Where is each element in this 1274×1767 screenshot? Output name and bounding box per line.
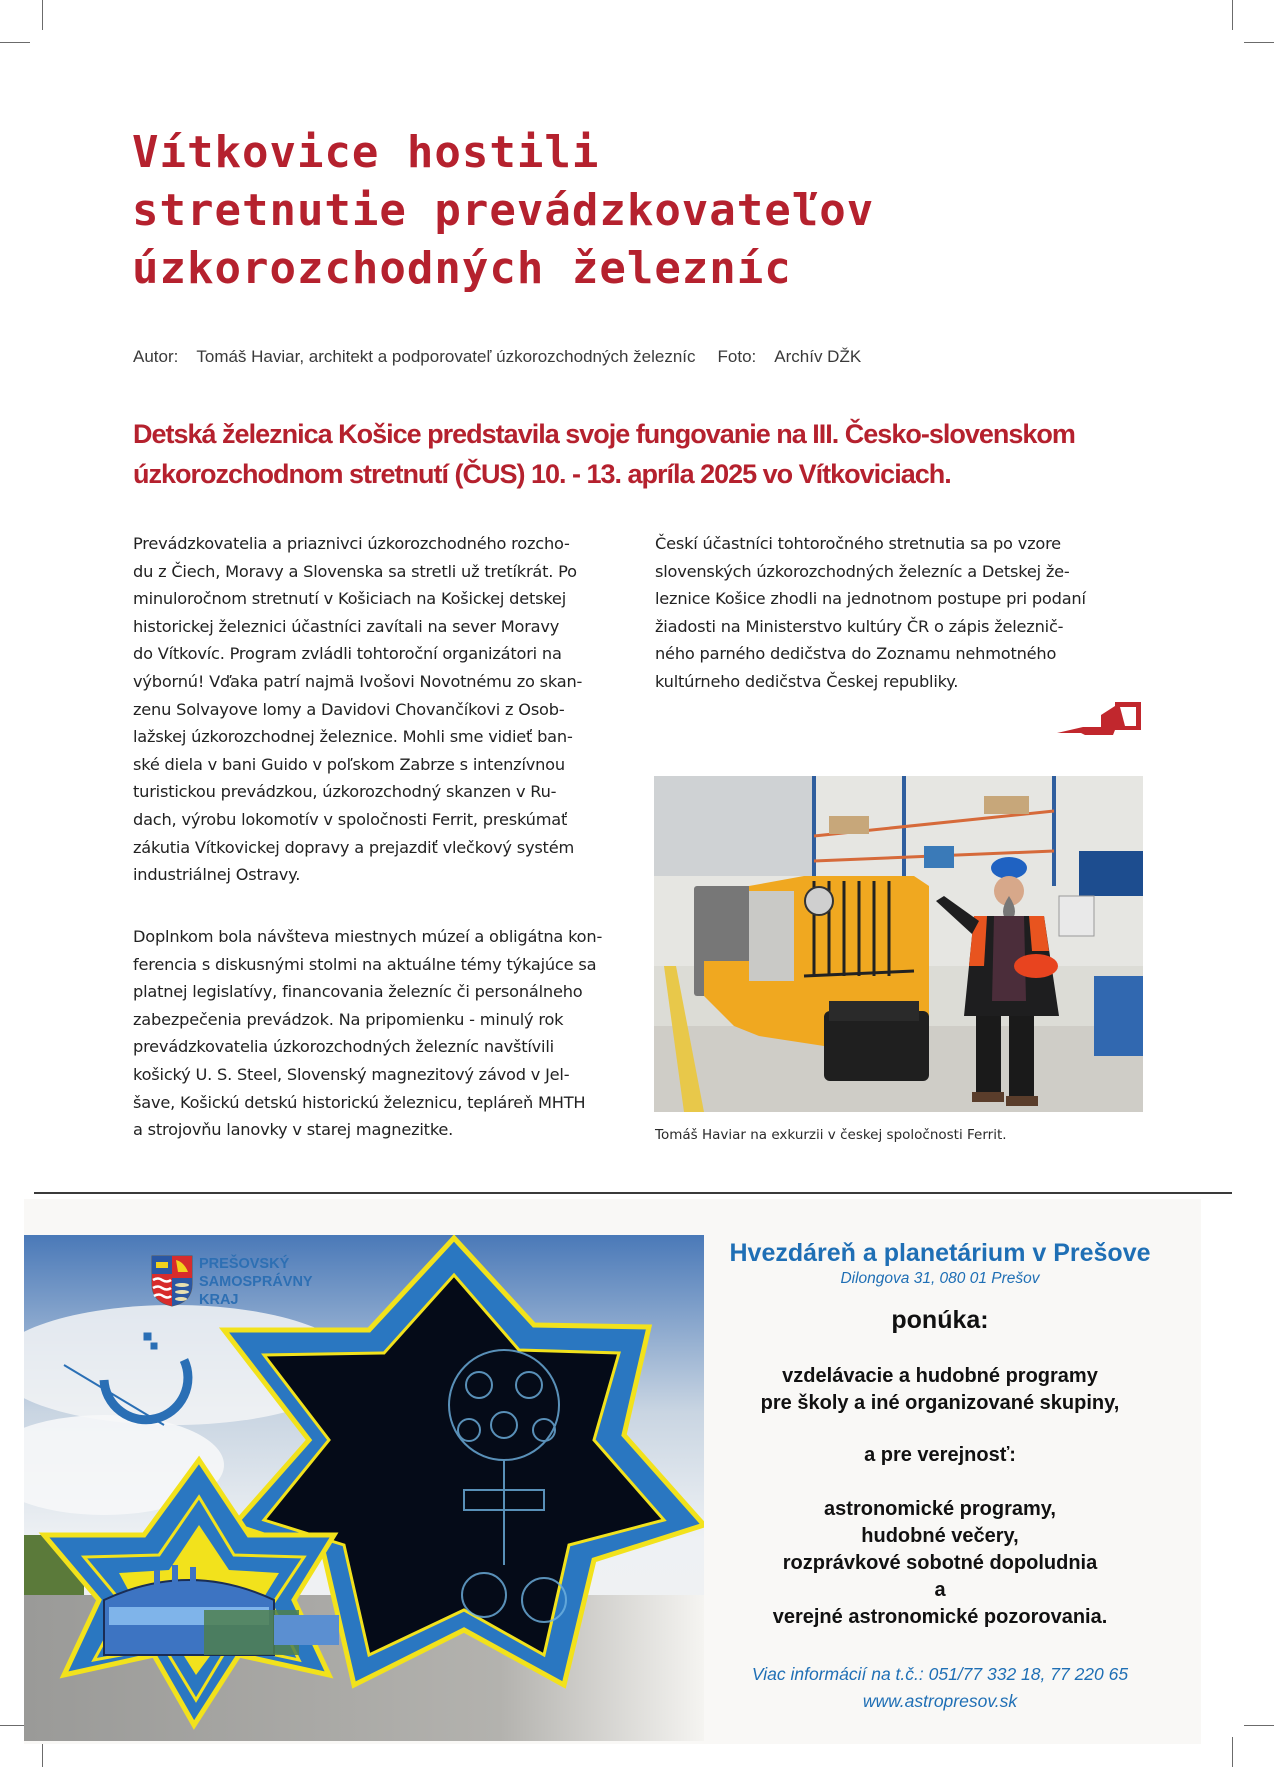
ad-offer-public-label — [680, 1442, 1200, 1469]
crop-mark — [0, 42, 30, 43]
offer-line: vzdelávacie a hudobné programy — [782, 1365, 1098, 1387]
photo-caption: Tomáš Haviar na exkurzii v českej spoločnosti Ferrit. — [655, 1127, 1007, 1143]
article-photo — [654, 776, 1143, 1112]
coat-of-arms-icon — [150, 1254, 194, 1308]
ad-contact — [680, 1661, 1200, 1715]
body-paragraph — [133, 530, 582, 889]
offer-line: verejné astronomické pozorovania. — [772, 1606, 1108, 1628]
author-name: Tomáš Haviar, architekt a podporovateľ úzkorozchodných železníc — [196, 347, 696, 366]
text-line: leznice Košice zhodli na jednotnom postupe pri podaní — [655, 589, 1086, 609]
text-line: du z Čiech, Moravy a Slovenska sa stretli už tretíkrát. Po — [133, 561, 577, 581]
ad-offer-public — [680, 1496, 1200, 1631]
text-line: slovenských úzkorozchodných železníc a Detskej že- — [655, 561, 1070, 581]
ad-phone: Viac informácií na t.č.: 051/77 332 18, 77 220 65 — [751, 1664, 1129, 1684]
region-name-line: SAMOSPRÁVNY — [199, 1274, 313, 1290]
locomotive-icon — [1055, 700, 1145, 740]
ad-website-link[interactable]: www.astropresov.sk — [862, 1691, 1018, 1711]
text-line: ného parného dedičstva do Zoznamu nehmotného — [655, 644, 1057, 664]
body-paragraph — [655, 530, 1086, 696]
offer-line: rozprávkové sobotné dopoludnia — [782, 1552, 1098, 1574]
text-line: do Vítkovíc. Program zvládli tohtoroční organizátori na — [133, 644, 562, 664]
offer-line: a — [934, 1579, 946, 1601]
photo-label: Foto: — [717, 347, 757, 366]
ad-text — [680, 1238, 1200, 1715]
ad-offer-schools — [680, 1363, 1200, 1417]
author-label: Autor: — [133, 347, 179, 366]
text-line: ferencia s diskusnými stolmi na aktuálne témy týkajúce sa — [133, 954, 597, 974]
crop-mark — [42, 0, 43, 30]
text-line: industriálnej Ostravy. — [133, 865, 301, 885]
body-paragraph — [133, 923, 602, 1144]
offer-line: pre školy a iné organizované skupiny, — [760, 1392, 1120, 1414]
article-title — [132, 124, 874, 298]
text-line: minuloročnom stretnutí v Košiciach na Košickej detskej — [133, 589, 566, 609]
offer-line: astronomické programy, — [824, 1498, 1056, 1520]
crop-mark — [1244, 42, 1274, 43]
crop-mark — [1244, 1725, 1274, 1726]
text-line: dach, výrobu lokomotív v spoločnosti Ferrit, preskúmať — [133, 809, 568, 829]
ad-address: Dilongova 31, 080 01 Prešov — [840, 1270, 1040, 1287]
text-line: zabezpečenia prevádzok. Na pripomienku - minulý rok — [133, 1009, 564, 1029]
crop-mark — [1232, 0, 1233, 30]
lead-line: Detská železnica Košice predstavila svoje fungovanie na III. Česko-slovenskom — [133, 419, 1075, 449]
text-line: platnej legislatívy, financovania železníc či personálneho — [133, 982, 583, 1002]
article-lead — [133, 414, 1153, 494]
text-line: žiadosti na Ministerstvo kultúry ČR o zápis železnič- — [655, 616, 1064, 636]
region-name-line: KRAJ — [199, 1292, 239, 1308]
title-line: Vítkovice hostili — [132, 127, 600, 178]
region-name-line: PREŠOVSKÝ — [199, 1256, 290, 1272]
text-line: Českí účastníci tohtoročného stretnutia sa po vzore — [655, 534, 1061, 553]
ad-artwork — [24, 1235, 704, 1741]
region-name — [199, 1255, 313, 1309]
text-line: a strojovňu lanovky v starej magnezitke. — [133, 1120, 454, 1140]
offer-line: a pre verejnosť: — [864, 1444, 1016, 1466]
ad-title: Hvezdáreň a planetárium v Prešove — [729, 1239, 1151, 1267]
text-line: zákutia Vítkovickej dopravy a prejazdiť vlečkový systém — [133, 837, 575, 857]
text-line: lažskej úzkorozchodnej železnice. Mohli sme vidieť ban- — [133, 727, 573, 747]
byline — [133, 347, 861, 367]
text-line: výbornú! Vďaka patrí najmä Ivošovi Novotnému zo skan- — [133, 671, 583, 691]
title-line: úzkorozchodných železníc — [132, 243, 792, 294]
text-line: prevádzkovatelia úzkorozchodných železníc navštívili — [133, 1037, 554, 1057]
text-line: Prevádzkovatelia a priaznivci úzkorozchodného rozcho- — [133, 534, 570, 553]
lead-line: úzkorozchodnom stretnutí (ČUS) 10. - 13. apríla 2025 vo Vítkoviciach. — [133, 459, 951, 489]
text-line: ské diela v bani Guido v poľskom Zabrze s intenzívnou — [133, 754, 565, 774]
title-line: stretnutie prevádzkovateľov — [132, 185, 875, 236]
text-line: historickej železnici účastníci zavítali na sever Moravy — [133, 616, 560, 636]
offer-line: hudobné večery, — [861, 1525, 1019, 1547]
text-line: šave, Košickú detskú historickú železnicu, tepláreň MHTH — [133, 1092, 586, 1112]
text-line: kultúrneho dedičstva Českej republiky. — [655, 671, 959, 691]
text-line: zenu Solvayove lomy a Davidovi Chovančíkovi z Osob- — [133, 699, 565, 719]
text-line: turistickou prevádzkou, úzkorozchodný skanzen v Ru- — [133, 782, 557, 802]
crop-mark — [1232, 1737, 1233, 1767]
ad-offers-label: ponúka: — [891, 1306, 989, 1334]
text-line: Doplnkom bola návšteva miestnych múzeí a obligátna kon- — [133, 927, 603, 946]
section-divider — [34, 1192, 1232, 1194]
photo-credit: Archív DŽK — [774, 347, 862, 366]
text-line: košický U. S. Steel, Slovenský magnezitový závod v Jel- — [133, 1064, 570, 1084]
